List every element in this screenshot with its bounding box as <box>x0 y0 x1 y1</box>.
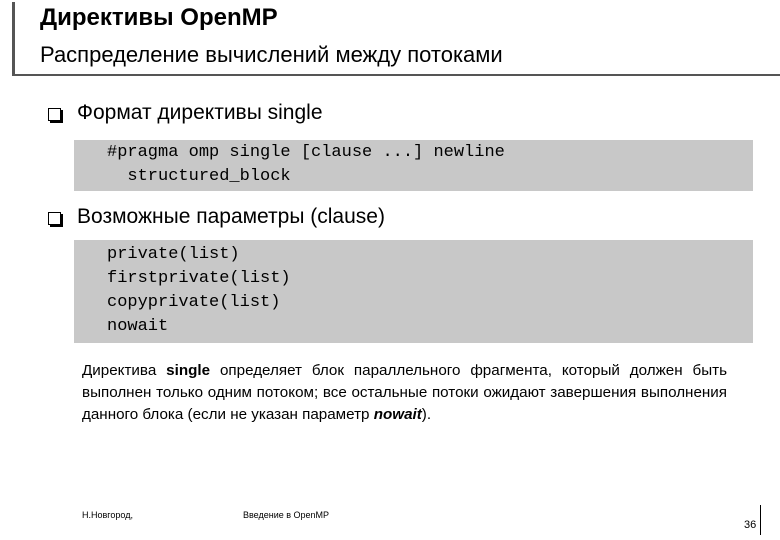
paragraph-text: Директива <box>82 362 167 379</box>
header-vertical-rule <box>12 2 15 74</box>
page-number: 36 <box>744 519 757 531</box>
paragraph-text: ). <box>421 406 432 423</box>
slide-subtitle: Распределение вычислений между потоками <box>40 42 503 67</box>
code-block-syntax <box>74 140 753 191</box>
footer-divider <box>760 505 761 535</box>
square-bullet-icon <box>48 212 61 225</box>
code-line: copyprivate(list) <box>107 293 281 312</box>
code-line: private(list) <box>107 245 240 264</box>
code-line: firstprivate(list) <box>107 269 291 288</box>
description-paragraph <box>82 360 727 426</box>
code-line: #pragma omp single [clause ...] newline <box>107 143 505 162</box>
paragraph-text: определяет блок параллельного фрагмента, который должен быть выполнен только одним потоком; все остальные потоки ожидают завершения выполнения данного блока (если не указан параметр <box>82 362 727 423</box>
code-block-clauses <box>74 240 753 343</box>
footer-location: Н.Новгород, <box>82 510 133 520</box>
header-horizontal-rule <box>12 74 780 76</box>
square-bullet-icon <box>48 108 61 121</box>
code-line: structured_block <box>107 167 291 186</box>
footer-course: Введение в OpenMP <box>243 510 330 520</box>
bullet-clauses <box>48 205 385 229</box>
slide-title: Директивы OpenMP <box>40 4 278 31</box>
bullet-label: Возможные параметры (clause) <box>77 205 385 228</box>
code-line: nowait <box>107 317 169 336</box>
bullet-directive-format <box>48 101 323 125</box>
bullet-label: Формат директивы single <box>77 101 323 124</box>
param-nowait: nowait <box>373 406 422 423</box>
keyword-single: single <box>166 362 211 379</box>
